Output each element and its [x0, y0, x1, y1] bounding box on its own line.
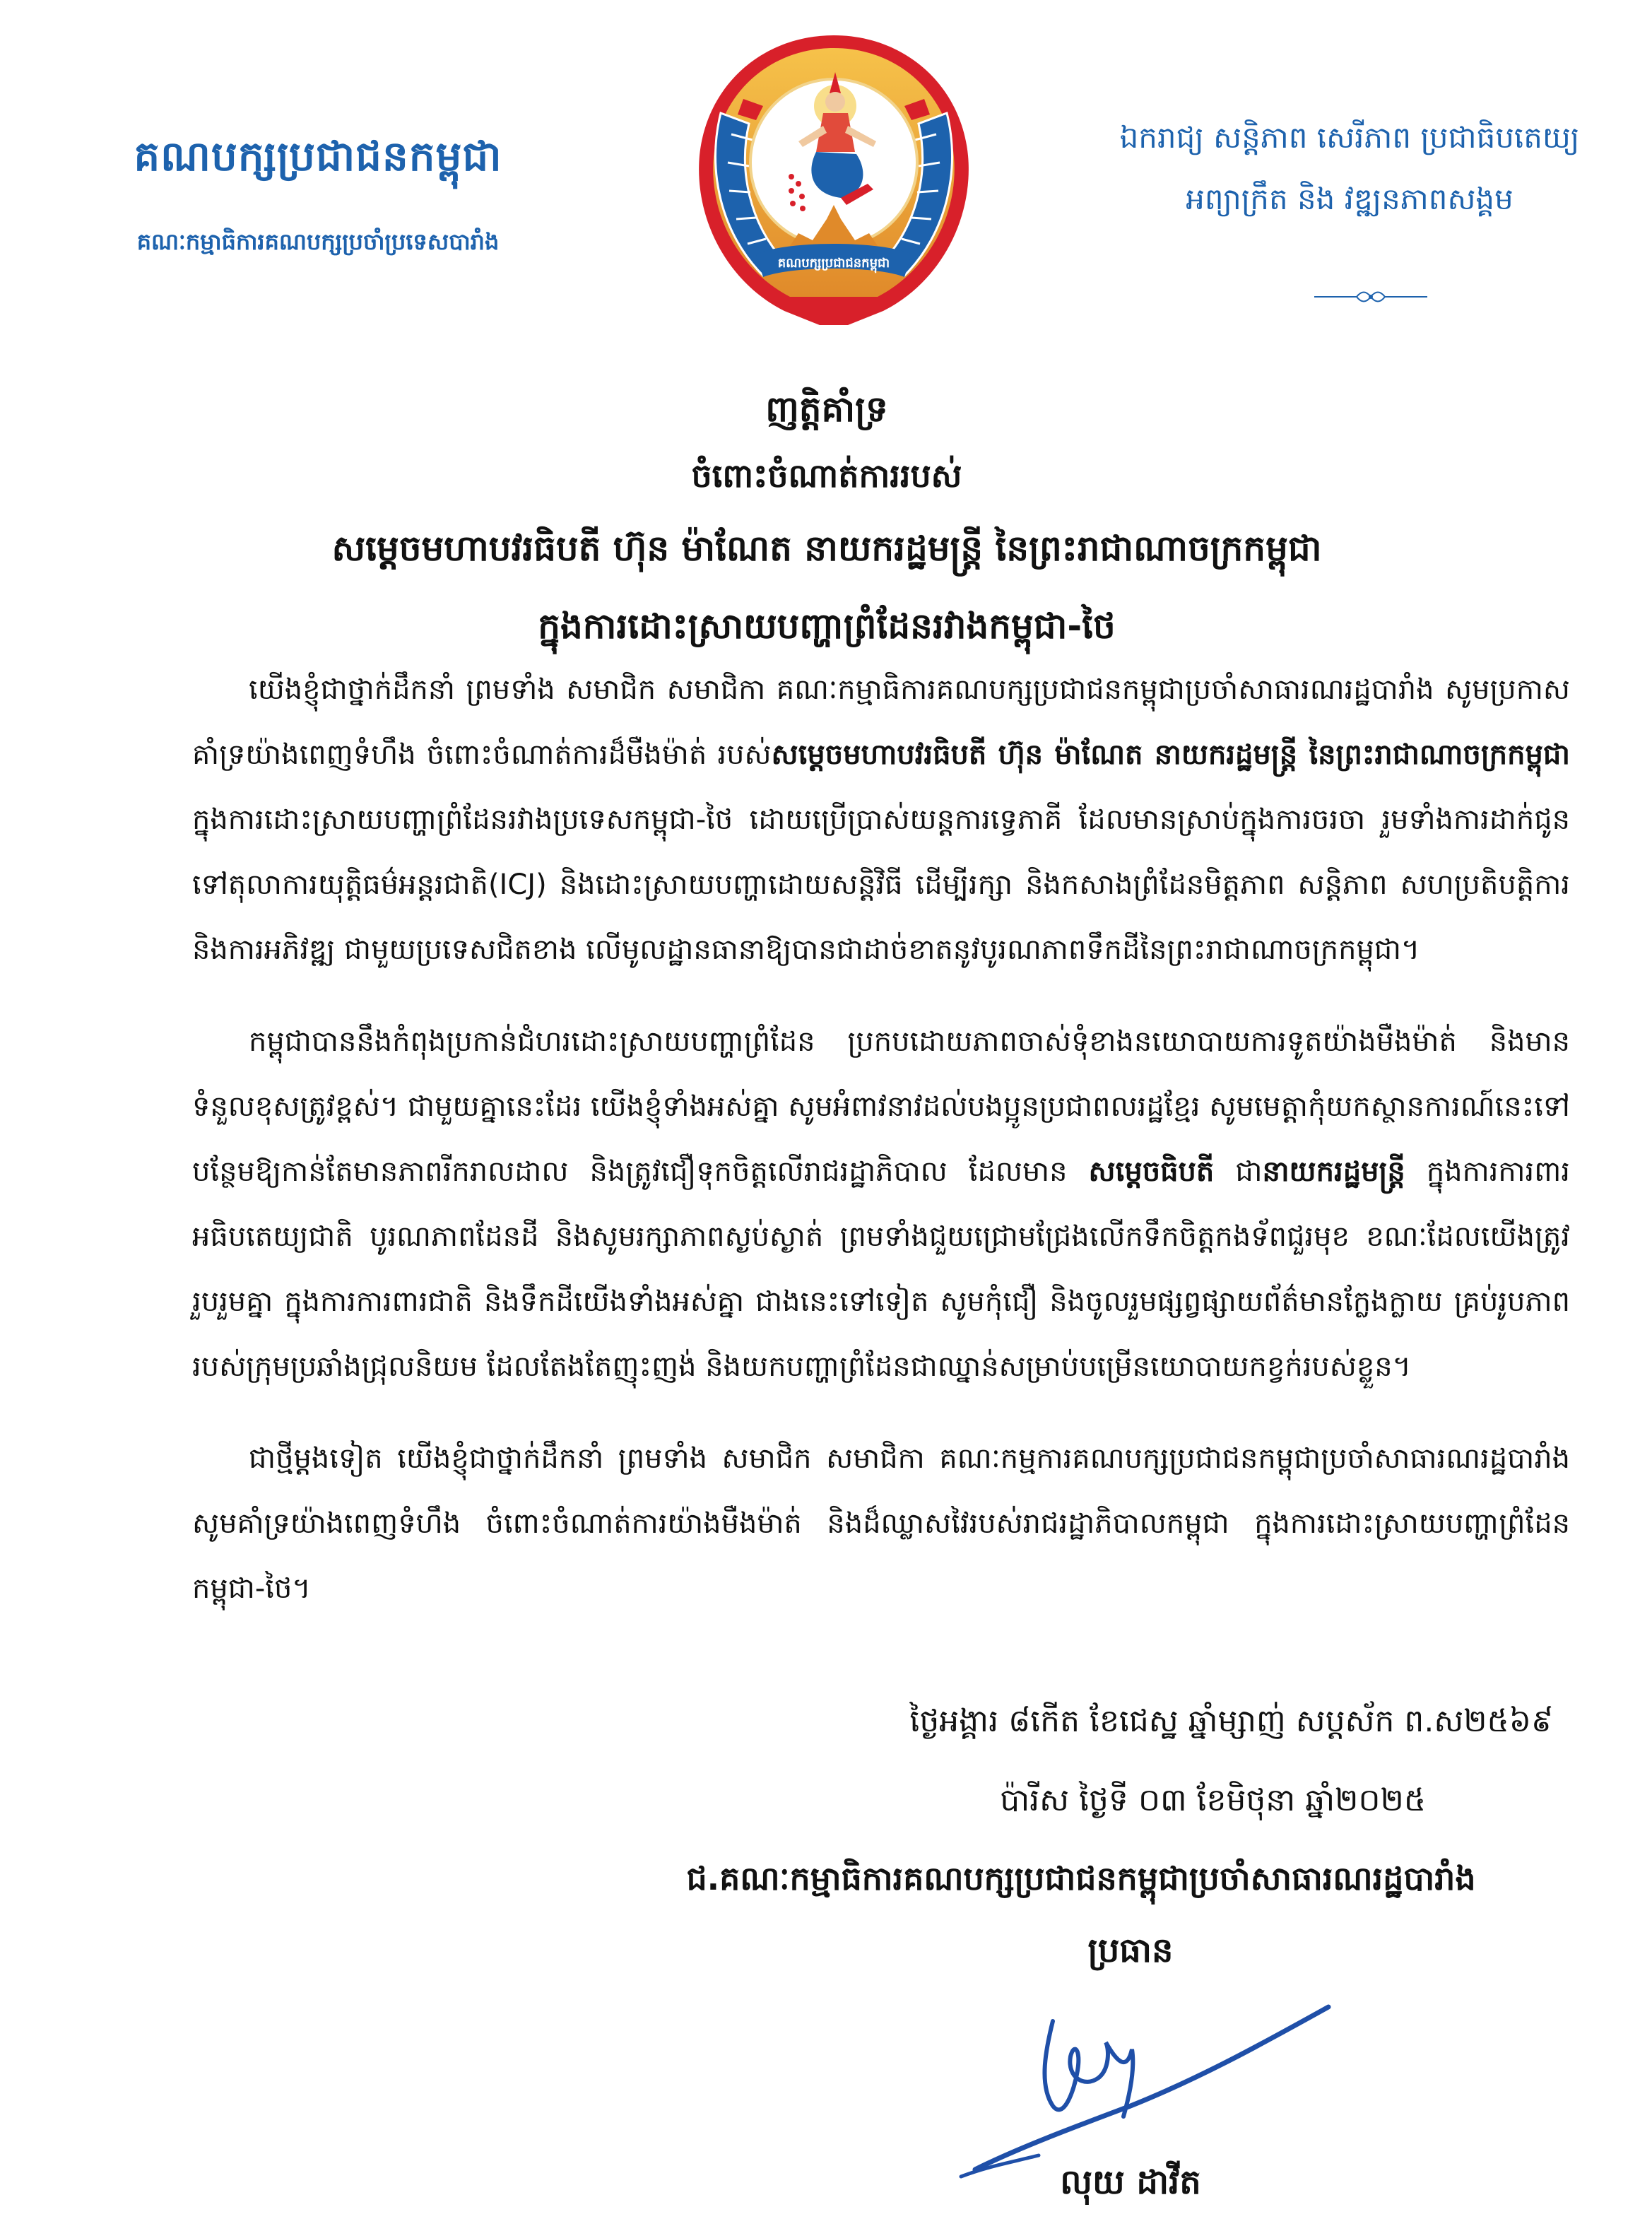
- place-date: ប៉ារីស ថ្ងៃទី ០៣ ខែមិថុនា ឆ្នាំ២០២៥: [1000, 1782, 1426, 1818]
- signature-icon: [933, 1965, 1357, 2184]
- signatory-name: លុយ ដាវីត: [1060, 2162, 1201, 2202]
- p2-text-c: ជា: [1214, 1155, 1263, 1188]
- document-subtitle: ចំពោះចំណាត់ការរបស់: [691, 457, 962, 495]
- party-logo-icon: [678, 28, 989, 339]
- p1-text-c: ក្នុងការដោះស្រាយបញ្ហាព្រំដែនរវាងប្រទេសកម្ពុជា-ថៃ ដោយប្រើប្រាស់យន្តការទ្វេភាគី ដែលមានស្រាប់ក្នុងការចរចា រួមទាំងការដាក់ជូនទៅតុលាការយុត្តិធម៌អន្តរជាតិ(ICJ) និងដោះស្រាយបញ្ហាដោយសន្តិវិធី ដើម្បីរក្សា និងកសាងព្រំដែនមិត្តភាព សន្តិភាព សហប្រតិបត្តិការ និងការអភិវឌ្ឍ ជាមួយប្រទេសជិតខាង លើមូលដ្ឋានធានាឱ្យបានជាដាច់ខាតនូវបូរណភាពទឹកដីនៃព្រះរាជាណាចក្រកម្ពុជា។: [192, 803, 1570, 966]
- p2-bold-title: សម្ដេចធិបតី: [1088, 1155, 1215, 1188]
- signatory-organization: ជ.គណៈកម្មាធិការគណបក្សប្រជាជនកម្ពុជាប្រចាំសាធារណរដ្ឋបារាំង: [686, 1859, 1476, 1897]
- p2-bold-role: នាយករដ្ឋមន្ត្រី: [1262, 1155, 1405, 1188]
- logo-banner-text: គណបក្សប្រជាជនកម្ពុជា: [777, 256, 890, 271]
- national-motto-line1: ឯករាជ្យ សន្តិភាព សេរីភាព ប្រជាធិបតេយ្យ: [1119, 120, 1580, 155]
- party-name: គណបក្សប្រជាជនកម្ពុជា: [134, 132, 502, 180]
- signatory-position: ប្រធាន: [1087, 1931, 1174, 1970]
- paragraph-3: ជាថ្មីម្ដងទៀត យើងខ្ញុំជាថ្នាក់ដឹកនាំ ព្រមទាំង សមាជិក សមាជិកា គណៈកម្មការគណបក្សប្រជាជនកម្ពុជាប្រចាំសាធារណរដ្ឋបារាំង សូមគាំទ្រយ៉ាងពេញទំហឹង ចំពោះចំណាត់ការយ៉ាងមឺងម៉ាត់ និងដ៏ឈ្លាសវៃរបស់រាជរដ្ឋាភិបាលកម្ពុជា ក្នុងការដោះស្រាយបញ្ហាព្រំដែនកម្ពុជា-ថៃ។: [192, 1442, 1570, 1605]
- committee-name: គណៈកម្មាធិការគណបក្សប្រចាំប្រទេសបារាំង: [136, 228, 500, 255]
- paragraph-1: [192, 657, 1570, 982]
- document-subject-person: សម្ដេចមហាបវរធិបតី ហ៊ុន ម៉ាណែត នាយករដ្ឋមន្ត្រី នៃព្រះរាជាណាចក្រកម្ពុជា: [331, 528, 1322, 569]
- ornament-divider-icon: [1314, 286, 1427, 307]
- p1-text-a: យើងខ្ញុំជាថ្នាក់ដឹកនាំ ព្រមទាំង សមាជិក សមាជិកា គណៈកម្មាធិការគណបក្សប្រជាជនកម្ពុជាប្រចាំសាធារណរដ្ឋបារាំង សូមប្រកាសគាំទ្រយ៉ាងពេញទំហឹង ចំពោះចំណាត់ការដ៏មឺងម៉ាត់ របស់: [192, 673, 1570, 771]
- p2-text-a: កម្ពុជាបាននឹងកំពុងប្រកាន់ជំហរដោះស្រាយបញ្ហាព្រំដែន ប្រកបដោយភាពចាស់ទុំខាងនយោបាយការទូតយ៉ាងមឺងម៉ាត់ និងមានទំនួលខុសត្រូវខ្ពស់។ ជាមួយគ្នានេះដែរ យើងខ្ញុំទាំងអស់គ្នា សូមអំពាវនាវដល់បងប្អូនប្រជាពលរដ្ឋខ្មែរ សូមមេត្តាកុំយកស្ថានការណ៍នេះទៅបន្ថែមឱ្យកាន់តែមានភាពរីករាលដាល និងត្រូវជឿទុកចិត្តលើរាជរដ្ឋាភិបាល ដែលមាន: [192, 1025, 1570, 1188]
- document-title: ញត្តិគាំទ្រ: [765, 389, 888, 430]
- p2-text-e: ក្នុងការការពារអធិបតេយ្យជាតិ បូរណភាពដែនដី និងសូមរក្សាភាពស្ងប់ស្ងាត់ ព្រមទាំងជួយជ្រោមជ្រែងលើកទឹកចិត្តកងទ័ពជួរមុខ ខណៈដែលយើងត្រូវរួបរួមគ្នា ក្នុងការការពារជាតិ និងទឹកដីយើងទាំងអស់គ្នា ជាងនេះទៅទៀត សូមកុំជឿ និងចូលរួមផ្សព្វផ្សាយព័ត៌មានក្លែងក្លាយ គ្រប់រូបភាពរបស់ក្រុមប្រឆាំងជ្រុលនិយម ដែលតែងតែញុះញង់ និងយកបញ្ហាព្រំដែនជាឈ្នាន់សម្រាប់បម្រើនយោបាយកខ្វក់របស់ខ្លួន។: [192, 1155, 1570, 1383]
- p1-bold-name: សម្ដេចមហាបវរធិបតី ហ៊ុន ម៉ាណែត នាយករដ្ឋមន្ត្រី នៃព្រះរាជាណាចក្រកម្ពុជា: [771, 738, 1570, 771]
- national-motto-line2: អព្យាក្រឹត និង វឌ្ឍនភាពសង្គម: [1186, 182, 1514, 216]
- paragraph-2: [192, 1009, 1570, 1399]
- lunar-date: ថ្ងៃអង្គារ ៨កើត ខែជេស្ឋ ឆ្នាំម្សាញ់ សប្តស័ក ព.ស២៥៦៩: [909, 1703, 1553, 1739]
- document-subject-topic: ក្នុងការដោះស្រាយបញ្ហាព្រំដែនរវាងកម្ពុជា-ថៃ: [538, 606, 1116, 647]
- body-text: [192, 657, 1570, 1648]
